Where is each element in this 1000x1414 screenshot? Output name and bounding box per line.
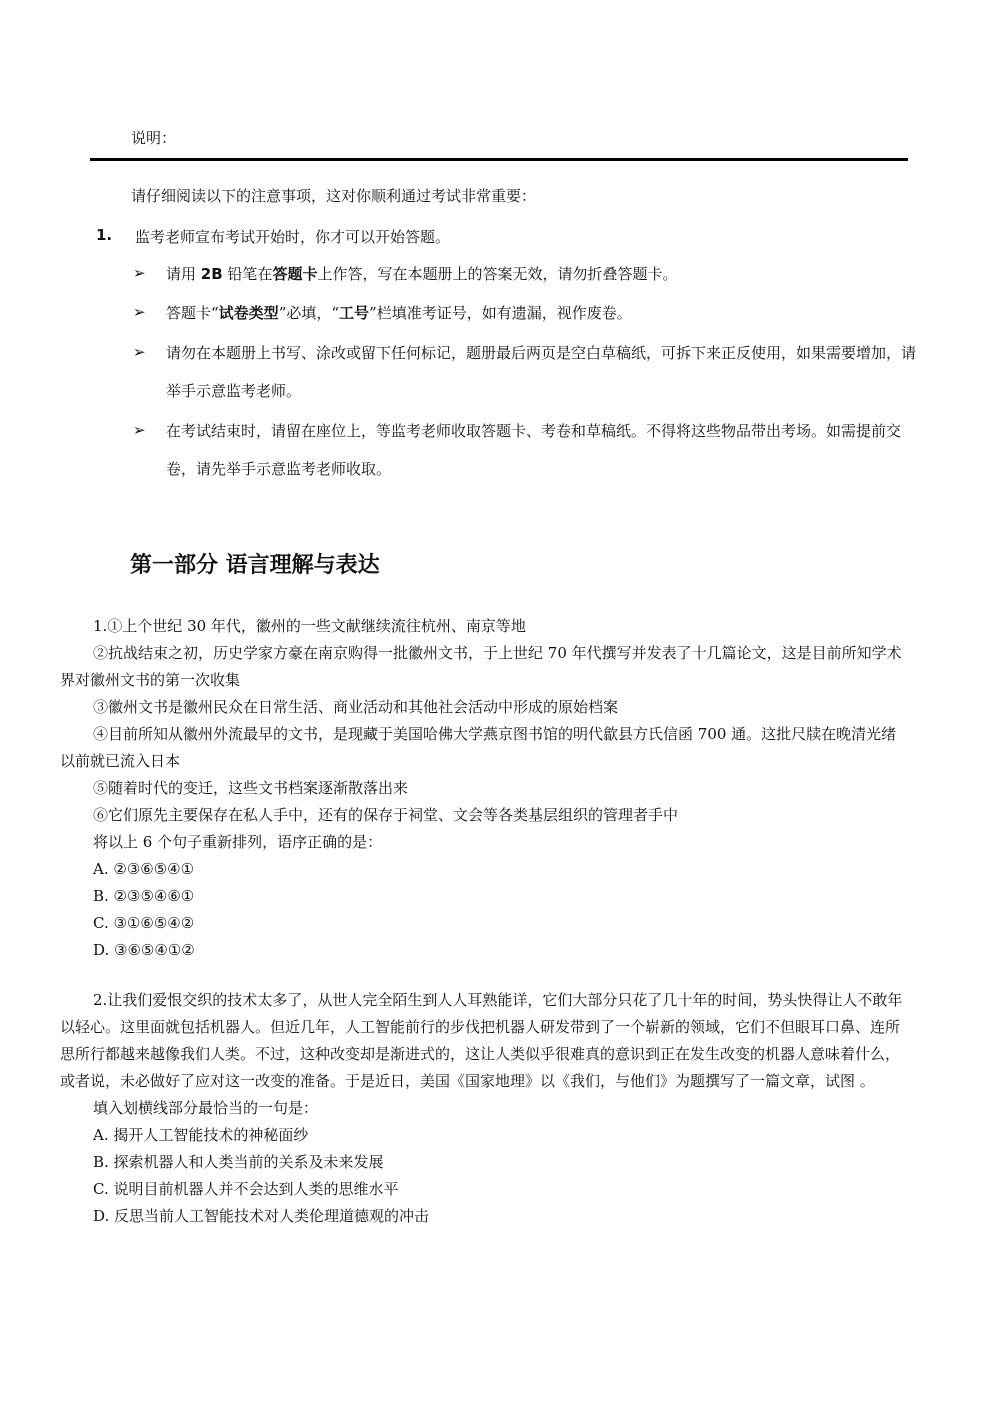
q2-prompt: 填入划横线部分最恰当的一句是：	[93, 1099, 319, 1117]
q1-option-a: A. ②③⑥⑤④①	[93, 860, 195, 878]
q1-sentence-3: ③徽州文书是徽州民众在日常生活、商业活动和其他社会活动中形成的原始档案	[93, 698, 619, 716]
q1-option-c: C. ③①⑥⑤④②	[93, 914, 195, 932]
q1-prompt: 将以上 6 个句子重新排列，语序正确的是：	[93, 833, 383, 851]
arrow-bullet-icon: ➢	[133, 264, 146, 282]
q1-sentence-1: 1.①上个世纪 30 年代，徽州的一些文献继续流往杭州、南京等地	[93, 617, 526, 635]
q2-option-a: A. 揭开人工智能技术的神秘面纱	[93, 1126, 309, 1144]
notes-label: 说明：	[131, 129, 177, 147]
q1-option-d: D. ③⑥⑤④①②	[93, 941, 195, 959]
arrow-bullet-icon: ➢	[133, 343, 146, 361]
q1-option-b: B. ②③⑤④⑥①	[93, 887, 195, 905]
notes-item-text: 监考老师宣布考试开始时，你才可以开始答题。	[135, 228, 451, 246]
question-1	[60, 613, 910, 964]
q1-sentence-2: ②抗战结束之初，历史学家方豪在南京购得一批徽州文书，于上世纪 70 年代撰写并发表了十几篇论文，这是目前所知学术界对徽州文书的第一次收集	[60, 644, 902, 689]
header-divider	[90, 158, 908, 161]
q2-stem: 2.让我们爱恨交织的技术太多了，从世人完全陌生到人人耳熟能详，它们大部分只花了几十年的时间，势头快得让人不敢年以轻心。这里面就包括机器人。但近几年，人工智能前行的步伐把机器人研发带到了一个崭新的领域，它们不但眼耳口鼻、连所思所行都越来越像我们人类。不过，这种改变却是渐进式的，这让人类似乎很难真的意识到正在发生改变的机器人意味着什么，或者说，未必做好了应对这一改变的准备。于是近日，美国《国家地理》以《我们，与他们》为题撰写了一篇文章，试图 。	[60, 991, 903, 1090]
q1-sentence-6: ⑥它们原先主要保存在私人手中，还有的保存于祠堂、文会等各类基层组织的管理者手中	[93, 806, 679, 824]
notes-intro: 请仔细阅读以下的注意事项，这对你顺利通过考试非常重要：	[131, 187, 537, 205]
bullet-item-3: 请勿在本题册上书写、涂改或留下任何标记，题册最后两页是空白草稿纸，可拆下来正反使用，如果需要增加，请举手示意监考老师。	[166, 344, 917, 400]
question-2	[60, 987, 910, 1230]
notes-item-number: 1.	[96, 226, 113, 244]
bullet-item-1: 请用 2B 铅笔在答题卡上作答，写在本题册上的答案无效，请勿折叠答题卡。	[166, 265, 678, 283]
q2-option-b: B. 探索机器人和人类当前的关系及未来发展	[93, 1153, 384, 1171]
q1-sentence-4: ④目前所知从徽州外流最早的文书，是现藏于美国哈佛大学燕京图书馆的明代歙县方氏信函 700 通。这批尺牍在晚清光绪以前就已流入日本	[60, 725, 897, 770]
bullet-item-4: 在考试结束时，请留在座位上，等监考老师收取答题卡、考卷和草稿纸。不得将这些物品带出考场。如需提前交卷，请先举手示意监考老师收取。	[166, 422, 902, 478]
section-title: 第一部分 语言理解与表达	[130, 553, 380, 578]
bullet-item-2: 答题卡“试卷类型”必填，“工号”栏填准考证号，如有遗漏，视作废卷。	[166, 304, 632, 322]
arrow-bullet-icon: ➢	[133, 421, 146, 439]
q2-option-d: D. 反思当前人工智能技术对人类伦理道德观的冲击	[93, 1207, 430, 1225]
arrow-bullet-icon: ➢	[133, 303, 146, 321]
q1-sentence-5: ⑤随着时代的变迁，这些文书档案逐渐散落出来	[93, 779, 409, 797]
q2-option-c: C. 说明目前机器人并不会达到人类的思维水平	[93, 1180, 399, 1198]
